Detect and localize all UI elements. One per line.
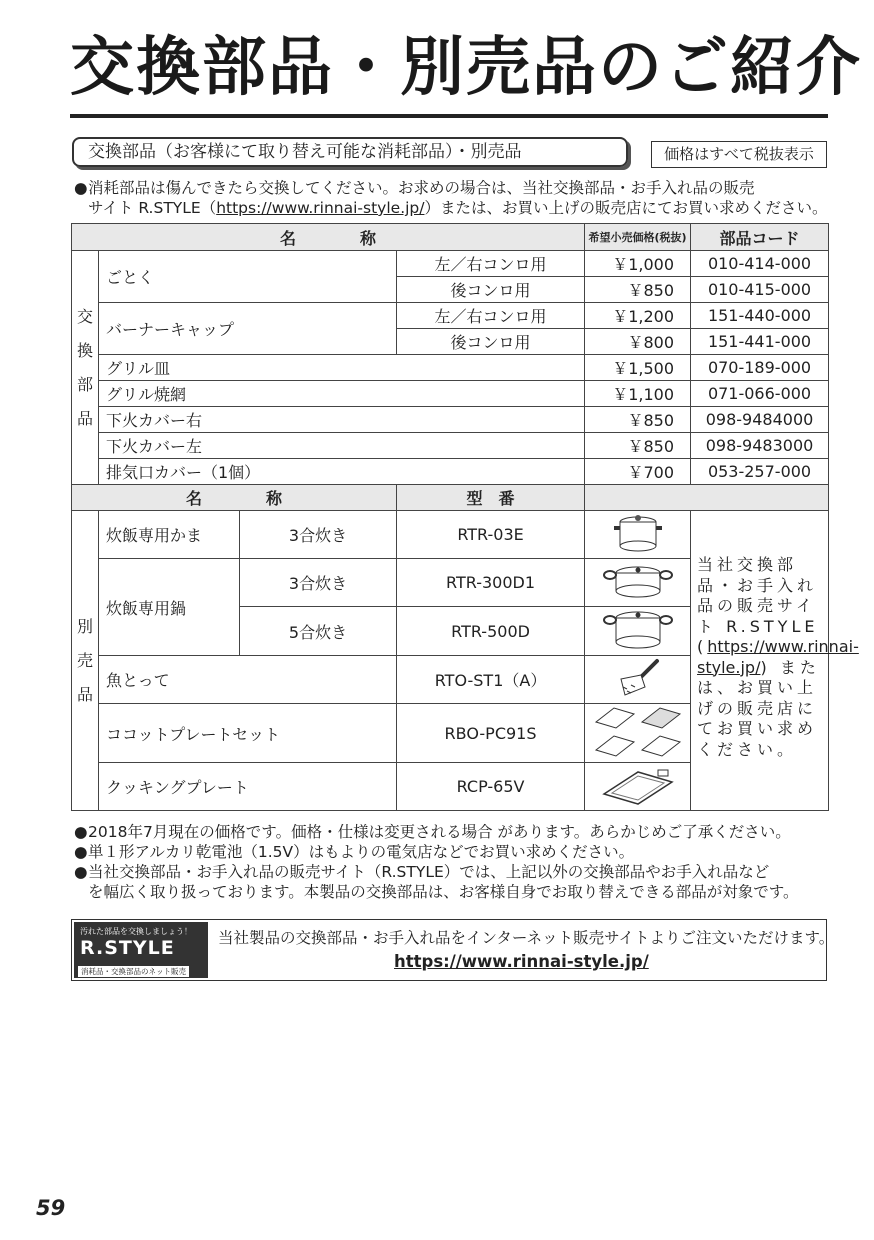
col-header-name: 名 称 [72,485,397,511]
footnote-3: 当社交換部品・お手入れ品の販売サイト（R.STYLE）では、上記以外の交換部品やお手入れ品など [88,863,770,881]
purchase-side-note: 当社交換部品・お手入れ品の販売サイト R.STYLE (https://www.rinnai-style.jp/) または、お買い上げの販売店にてお買い求めください。 [691,511,829,811]
part-name: 下火カバー左 [99,433,585,459]
part-name: 下火カバー右 [99,407,585,433]
footnote-2: 単１形アルカリ乾電池（1.5V）はもよりの電気店などでお買い求めください。 [88,843,635,861]
col-header-blank [585,485,829,511]
section-heading: 交換部品（お客様にて取り替え可能な消耗部品）・別売品 [72,137,628,167]
part-code: 071-066-000 [691,381,829,407]
part-code: 151-440-000 [691,303,829,329]
footnote-3-cont: を幅広く取り扱っております。本製品の交換部品は、お客様自身でお取り替えできる部品が対象です。 [88,883,799,901]
part-code: 010-415-000 [691,277,829,303]
part-variant: 後コンロ用 [397,329,585,355]
side-note-link[interactable]: https://www.rinnai-style.jp/ [697,637,859,677]
rice-cooker-pot-icon [585,511,691,559]
intro-note [74,178,828,218]
item-model: RBO-PC91S [397,704,585,763]
part-name: グリル皿 [99,355,585,381]
item-model: RTR-03E [397,511,585,559]
rstyle-banner [71,919,835,981]
intro-line1: 消耗部品は傷んできたら交換してください。お求めの場合は、当社交換部品・お手入れ品の販売 [88,179,755,197]
part-code: 053-257-000 [691,459,829,485]
item-name-cooking-plate: クッキングプレート [99,763,397,811]
item-name-rice-kama: 炊飯専用かま [99,511,240,559]
part-price: ￥1,000 [585,251,691,277]
tax-note-badge: 価格はすべて税抜表示 [651,141,827,168]
part-name-burner-cap: バーナーキャップ [99,303,397,355]
item-size: 3合炊き [240,559,397,607]
footnote-1: 2018年7月現在の価格です。価格・仕様は変更される場合 があります。あらかじめご了承ください。 [88,823,791,841]
banner-url-link[interactable]: https://www.rinnai-style.jp/ [394,952,649,971]
page-number: 59 [36,1196,66,1220]
part-code: 098-9483000 [691,433,829,459]
part-code: 010-414-000 [691,251,829,277]
item-model: RTR-300D1 [397,559,585,607]
item-model: RTO-ST1（A） [397,656,585,704]
parts-table-body [71,223,829,485]
item-model: RCP-65V [397,763,585,811]
fish-turner-icon [585,656,691,704]
logo-tagline: 汚れた部品を交換しましょう！ [80,927,192,936]
banner-text: 当社製品の交換部品・お手入れ品をインターネット販売サイトよりご注文いただけます。 [218,929,835,947]
separate-items-table [71,484,859,811]
col-header-code: 部品コード [691,224,829,251]
part-code: 151-441-000 [691,329,829,355]
part-code: 098-9484000 [691,407,829,433]
item-size: 3合炊き [240,511,397,559]
cocotte-plate-set-icon [585,704,691,763]
bullet-icon: ● [74,179,88,197]
title-underline [70,114,828,118]
part-price: ￥1,500 [585,355,691,381]
footnotes: ●2018年7月現在の価格です。価格・仕様は変更される場合 があります。あらかじめご了承ください。 ●単１形アルカリ乾電池（1.5V）はもよりの電気店などでお買い求めください。 ●当社交換部品・お手入れ品の販売サイト（R.STYLE）では、上記以外の交換部品やお手入れ品など を幅広く取り扱っております。本製品の交換部品は、お客様自身でお取り替えできる部品が対象です。 [74,823,799,901]
col-header-price: 希望小売価格(税抜) [585,224,691,251]
item-size: 5合炊き [240,607,397,656]
logo-sub: 消耗品・交換部品のネット販売 [78,966,189,977]
part-price: ￥850 [585,433,691,459]
item-model: RTR-500D [397,607,585,656]
part-price: ￥850 [585,407,691,433]
part-price: ￥850 [585,277,691,303]
intro-line2-prefix: サイト R.STYLE（ [88,199,217,217]
cooking-plate-icon [585,763,691,811]
part-name: 排気口カバー（1個） [99,459,585,485]
part-variant: 後コンロ用 [397,277,585,303]
part-code: 070-189-000 [691,355,829,381]
item-name-cocotte-set: ココットプレートセット [99,704,397,763]
part-price: ￥1,100 [585,381,691,407]
part-name-gotoku: ごとく [99,251,397,303]
item-name-rice-nabe: 炊飯専用鍋 [99,559,240,656]
rstyle-link[interactable]: https://www.rinnai-style.jp/ [216,199,425,217]
part-price: ￥1,200 [585,303,691,329]
col-header-model: 型 番 [397,485,585,511]
part-name: グリル焼網 [99,381,585,407]
page-title: 交換部品・別売品のご紹介 [70,31,862,105]
logo-name: R.STYLE [80,937,175,959]
part-variant: 左／右コンロ用 [397,303,585,329]
part-price: ￥800 [585,329,691,355]
rice-pot-large-icon [585,607,691,656]
item-name-fish-turner: 魚とって [99,656,397,704]
part-price: ￥700 [585,459,691,485]
group-label-parts: 交 換 部 品 [72,251,99,485]
part-variant: 左／右コンロ用 [397,251,585,277]
col-header-name: 名 称 [72,224,585,251]
intro-line2-suffix: ）または、お買い上げの販売店にてお買い求めください。 [424,199,828,217]
rstyle-logo [74,922,208,978]
rice-pot-icon [585,559,691,607]
group-label-separate: 別 売 品 [72,511,99,811]
